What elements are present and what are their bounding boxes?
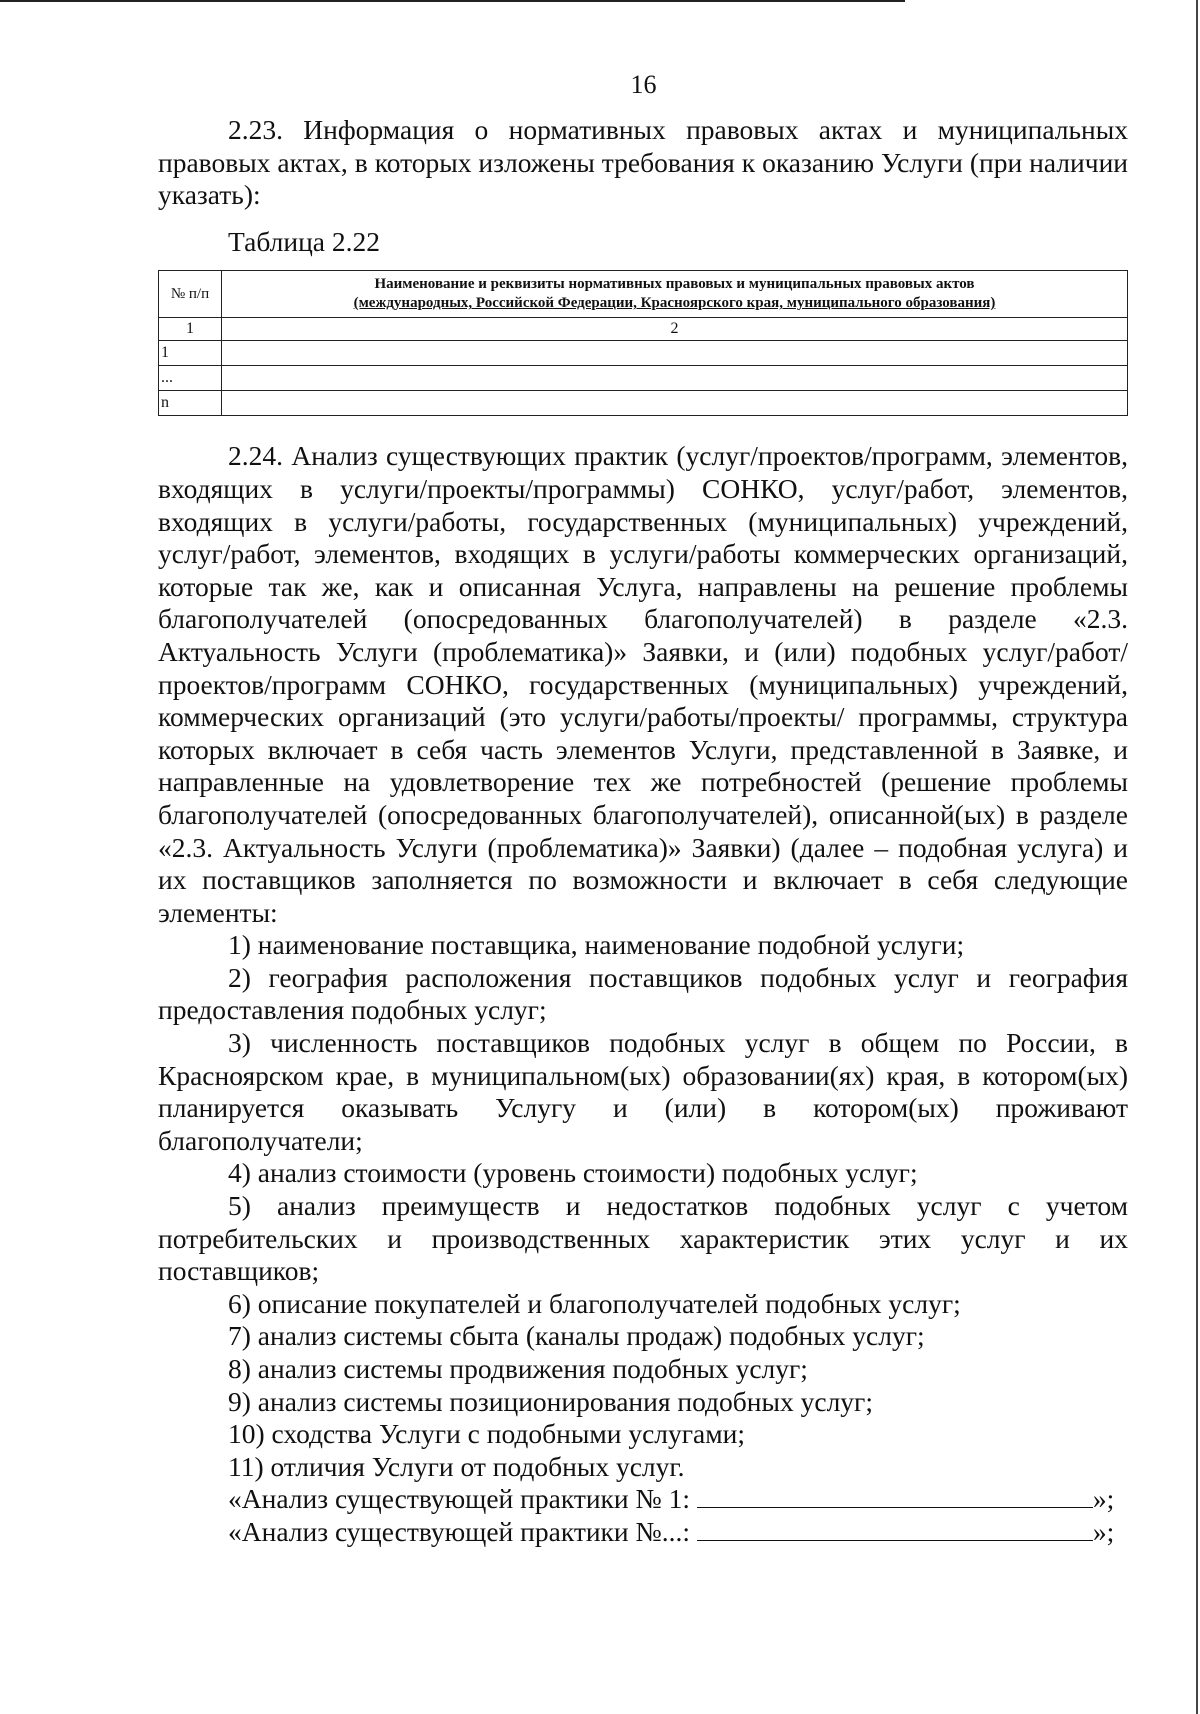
row-value <box>222 391 1128 416</box>
list-item: 2) география расположения поставщиков подобных услуг и география предоставления подобных услуг; <box>158 961 1128 1026</box>
practice-end: »; <box>1092 1483 1115 1515</box>
table-row <box>159 366 1128 391</box>
list-item: 10) сходства Услуги с подобными услугами; <box>228 1418 746 1450</box>
practice-end: »; <box>1092 1515 1115 1547</box>
header-acts-line1: Наименование и реквизиты нормативных правовых и муниципальных правовых актов <box>374 276 975 293</box>
list-item: 4) анализ стоимости (уровень стоимости) подобных услуг; <box>228 1157 918 1189</box>
list-item: 5) анализ преимуществ и недостатков подобных услуг с учетом потребительских и производственных характеристик этих услуг и их поставщиков; <box>158 1190 1128 1287</box>
row-number: ... <box>159 366 222 391</box>
table-index-row <box>159 318 1128 341</box>
section-2-23-text: 2.23. Информация о нормативных правовых актах и муниципальных правовых актах, в которых изложены требования к оказанию Услуги (при наличии указать): <box>158 114 1128 211</box>
row-number: 1 <box>159 341 222 366</box>
list-item: 9) анализ системы позиционирования подобных услуг; <box>228 1385 873 1417</box>
header-number: № п/п <box>159 271 222 318</box>
acts-table <box>158 270 1128 416</box>
list-item: 1) наименование поставщика, наименование подобной услуги; <box>228 929 965 961</box>
page-number: 16 <box>630 70 657 99</box>
row-number: n <box>159 391 222 416</box>
table-row <box>159 341 1128 366</box>
right-scan-border <box>1196 0 1198 1714</box>
header-acts-line2: (международных, Российской Федерации, Красноярского края, муниципального образования) <box>353 295 996 312</box>
table-header-row <box>159 271 1128 318</box>
practice-blank-field[interactable] <box>697 1518 1093 1541</box>
top-scan-border <box>0 0 905 2</box>
page-content <box>158 114 1128 1549</box>
list-item: 7) анализ системы сбыта (каналы продаж) подобных услуг; <box>228 1320 925 1352</box>
list-item: 8) анализ системы продвижения подобных услуг; <box>228 1353 808 1384</box>
list-item: 6) описание покупателей и благополучателей подобных услуг; <box>228 1287 961 1319</box>
list-item: 3) численность поставщиков подобных услуг в общем по России, в Красноярском крае, в муниципальном(ых) образовании(ях) края, в котором(ых) планируется оказывать Услугу и (или) в котором(ых) проживают благополучатели; <box>158 1027 1128 1156</box>
index-cell-1: 1 <box>159 318 222 341</box>
header-acts <box>222 271 1128 318</box>
table-caption: Таблица 2.22 <box>228 225 380 257</box>
row-value <box>222 366 1128 391</box>
practice-blank-field[interactable] <box>697 1485 1093 1508</box>
practice-line-2 <box>158 1516 1128 1549</box>
section-2-24-text: 2.24. Анализ существующих практик (услуг/проектов/программ, элементов, входящих в услуги/проекты/программы) СОНКО, услуг/работ, элементов, входящих в услуги/работы, государственных (муниципальных) учреждений, услуг/работ, элементов, входящих в услуги/работы коммерческих организаций, которые так же, как и описанная Услуга, направлены на решение проблемы благополучателей (опосредованных благополучателей) в разделе «2.3. Актуальность Услуги (проблематика)» Заявки, и (или) подобных услуг/работ/проектов/программ СОНКО, государственных (муниципальных) учреждений, коммерческих организаций (это услуги/работы/проекты/ программы, структура которых включает в себя часть элементов Услуги, представленной в Заявке, и направленные на удовлетворение тех же потребностей (решение проблемы благополучателей (опосредованных благополучателей), описанной(ых) в разделе «2.3. Актуальность Услуги (проблематика)» Заявки) (далее – подобная услуга) и их поставщиков заполняется по возможности и включает в себя следующие элементы: <box>158 440 1128 928</box>
practice-label: «Анализ существующей практики № 1: <box>228 1483 691 1515</box>
practice-label: «Анализ существующей практики №...: <box>228 1515 691 1547</box>
elements-list <box>158 929 1128 1548</box>
list-item: 11) отличия Услуги от подобных услуг. <box>228 1450 685 1482</box>
row-value <box>222 341 1128 366</box>
practice-line-1 <box>158 1483 1128 1516</box>
index-cell-2: 2 <box>222 318 1128 341</box>
table-row <box>159 391 1128 416</box>
